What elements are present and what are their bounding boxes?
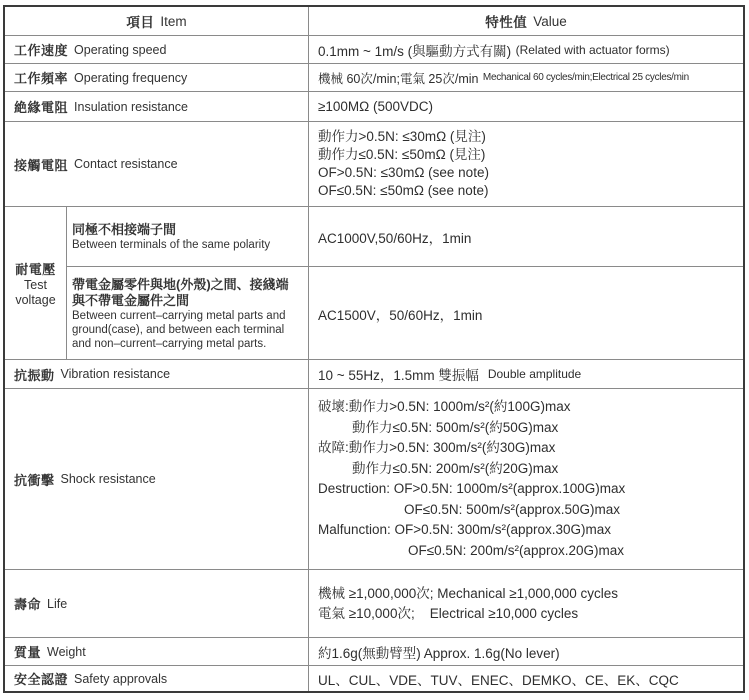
sub-item-zh: 與不帶電金屬件之間 xyxy=(72,292,190,308)
item-en: Weight xyxy=(47,644,86,659)
header-item xyxy=(5,7,309,35)
value-cell xyxy=(309,92,743,121)
value-line: Destruction: OF>0.5N: 1000m/s²(approx.100G)max xyxy=(318,481,626,496)
header-value-zh: 特性值 xyxy=(485,15,528,30)
table-row-weight xyxy=(5,638,743,666)
value-cell xyxy=(309,36,743,63)
item-cell xyxy=(5,36,309,63)
value-text: 0.1mm ~ 1m/s (與驅動方式有關) xyxy=(318,43,512,59)
value-line: OF>0.5N: ≤30mΩ (see note) xyxy=(318,165,489,180)
item-zh: 壽命 xyxy=(14,597,42,612)
table-row-operating-frequency xyxy=(5,64,743,92)
sub-item-en: ground(case), and between each terminal xyxy=(72,323,285,336)
value-line: 機械 ≥1,000,000次; Mechanical ≥1,000,000 cycles xyxy=(318,585,618,601)
value-lines xyxy=(318,128,489,200)
item-zh: 安全認證 xyxy=(14,672,69,687)
item-zh: 接觸電阻 xyxy=(14,157,69,173)
item-en: Vibration resistance xyxy=(60,367,171,381)
sub-item-cell xyxy=(66,267,309,360)
value-cell xyxy=(309,389,743,569)
value-line: OF≤0.5N: ≤50mΩ (see note) xyxy=(318,183,489,198)
test-voltage-subrow-metal-parts xyxy=(66,267,743,360)
value-text: 機械 60次/min;電氣 25次/min xyxy=(318,71,479,86)
value-line: 破壞:動作力>0.5N: 1000m/s²(約100G)max xyxy=(318,399,571,414)
item-en: Contact resistance xyxy=(74,157,178,171)
item-cell xyxy=(5,638,309,665)
value-note: Mechanical 60 cycles/min;Electrical 25 cycles/min xyxy=(482,72,689,83)
sub-item-en: Between terminals of the same polarity xyxy=(72,238,271,251)
item-zh: 工作速度 xyxy=(14,43,69,58)
item-en: Operating speed xyxy=(74,42,167,57)
specification-table xyxy=(3,5,745,693)
value-line: 動作力≤0.5N: 200m/s²(約20G)max xyxy=(352,460,559,476)
sub-item-zh: 同極不相接端子間 xyxy=(72,221,177,237)
item-en: Insulation resistance xyxy=(74,99,188,114)
item-cell xyxy=(5,122,309,206)
value-lines xyxy=(318,584,618,624)
test-voltage-subrow-same-polarity xyxy=(66,207,743,267)
value-cell xyxy=(309,64,743,91)
item-cell xyxy=(5,92,309,121)
value-lines xyxy=(318,397,625,561)
header-value-en: Value xyxy=(533,13,567,29)
value-line: 故障:動作力>0.5N: 300m/s²(約30G)max xyxy=(318,440,556,455)
value-cell xyxy=(309,570,743,637)
item-zh: 抗振動 xyxy=(14,367,55,383)
value-cell xyxy=(309,122,743,206)
item-zh: 耐電壓 xyxy=(15,261,56,277)
table-row-life xyxy=(5,570,743,638)
table-row-test-voltage xyxy=(5,207,743,360)
item-cell xyxy=(5,666,309,691)
value-line: 動作力>0.5N: ≤30mΩ (見注) xyxy=(318,129,486,144)
value-line: Malfunction: OF>0.5N: 300m/s²(approx.30G)max xyxy=(318,522,611,537)
value-line: OF≤0.5N: 500m/s²(approx.50G)max xyxy=(404,501,620,517)
value-text: 10 ~ 55Hz，1.5mm 雙振幅 xyxy=(318,368,479,383)
item-cell xyxy=(5,64,309,91)
value-text: ≥100MΩ (500VDC) xyxy=(318,99,434,114)
value-cell xyxy=(309,360,743,388)
sub-item-zh: 帶電金屬零件與地(外殼)之間、接綫端 xyxy=(72,276,289,292)
item-zh: 工作頻率 xyxy=(14,71,69,86)
sub-item-en: Between current–carrying metal parts and xyxy=(72,309,286,322)
value-note: (Related with actuator forms) xyxy=(515,42,670,57)
header-value xyxy=(309,7,743,35)
item-zh: 絶緣電阻 xyxy=(14,100,69,115)
item-en: Safety approvals xyxy=(74,671,168,686)
value-line: 動作力≤0.5N: ≤50mΩ (見注) xyxy=(318,147,486,162)
item-en: Operating frequency xyxy=(74,70,188,85)
item-zh: 抗衝擊 xyxy=(14,472,55,488)
item-cell xyxy=(5,570,309,637)
value-text: 約1.6g(無動臂型) Approx. 1.6g(No lever) xyxy=(318,645,560,661)
value-line: OF≤0.5N: 200m/s²(approx.20G)max xyxy=(408,542,624,558)
header-item-zh: 項目 xyxy=(126,15,155,30)
value-note: Double amplitude xyxy=(487,367,582,381)
value-line: 電氣 ≥10,000次; Electrical ≥10,000 cycles xyxy=(318,605,579,621)
item-en: Shock resistance xyxy=(60,472,156,486)
value-cell xyxy=(309,638,743,665)
table-row-operating-speed xyxy=(5,36,743,64)
item-en: Test xyxy=(24,277,47,292)
value-cell xyxy=(309,666,743,691)
value-cell xyxy=(309,207,743,266)
item-en: voltage xyxy=(15,292,56,307)
table-row-shock-resistance xyxy=(5,389,743,570)
value-line: 動作力≤0.5N: 500m/s²(約50G)max xyxy=(352,419,559,435)
header-item-en: Item xyxy=(160,13,187,29)
item-cell xyxy=(5,360,309,388)
item-en: Life xyxy=(47,596,68,611)
item-cell xyxy=(5,389,309,569)
table-row-vibration-resistance xyxy=(5,360,743,389)
sub-item-cell xyxy=(66,207,309,266)
test-voltage-label xyxy=(5,207,67,359)
value-cell xyxy=(309,267,743,360)
item-zh: 質量 xyxy=(14,645,42,660)
table-row-safety-approvals xyxy=(5,666,743,691)
sub-item-en: and non–current–carrying metal parts. xyxy=(72,337,267,350)
value-text: AC1500V，50/60Hz，1min xyxy=(318,307,483,323)
table-header xyxy=(5,7,743,36)
value-text: UL、CUL、VDE、TUV、ENEC、DEMKO、CE、EK、CQC xyxy=(318,672,679,688)
table-row-contact-resistance xyxy=(5,122,743,207)
table-row-insulation-resistance xyxy=(5,92,743,122)
value-text: AC1000V,50/60Hz，1min xyxy=(318,230,472,246)
